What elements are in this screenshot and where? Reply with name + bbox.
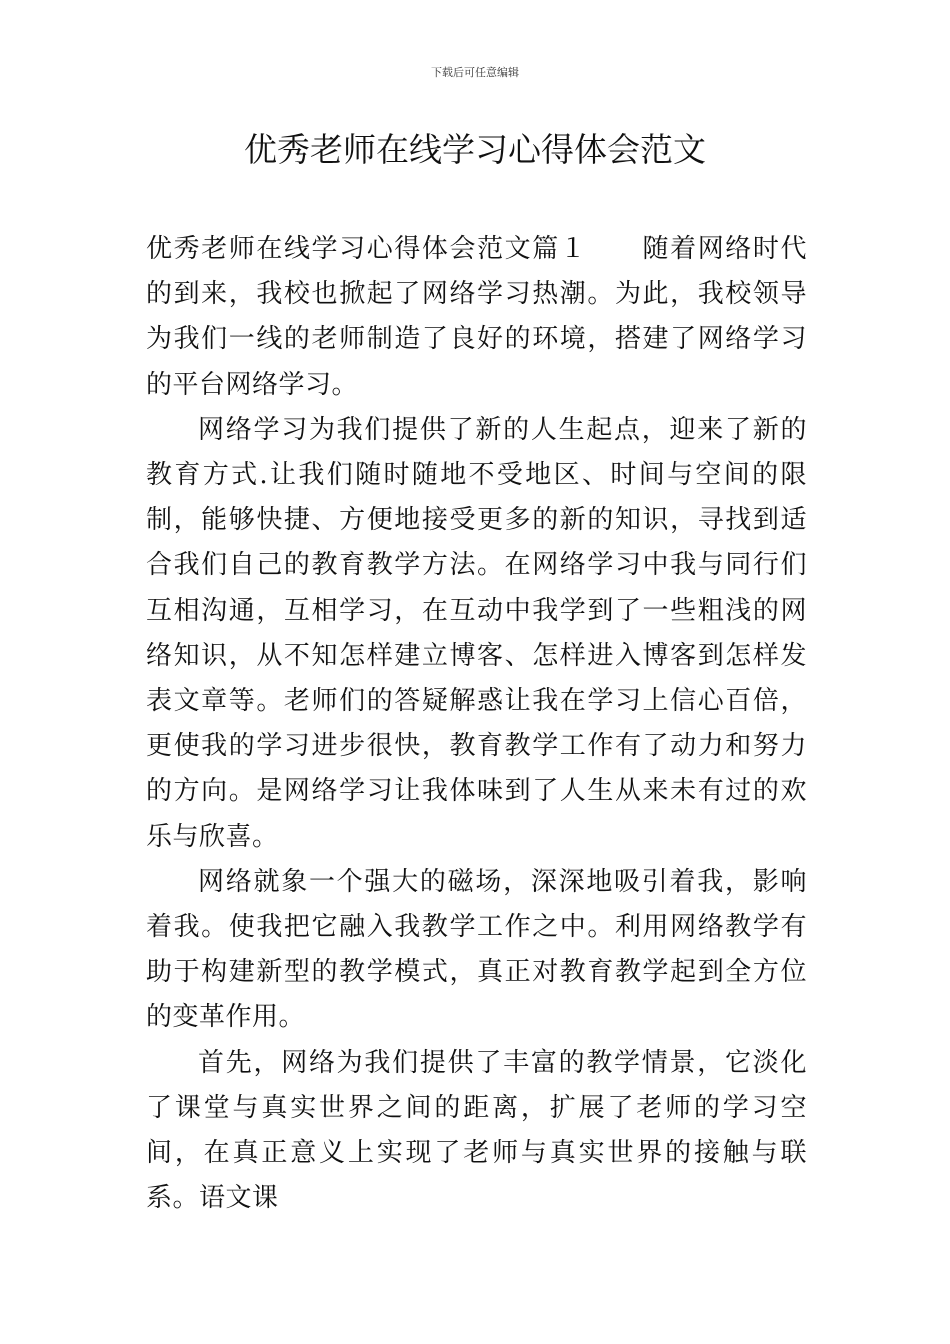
paragraph-1 bbox=[146, 227, 807, 408]
header-note: 下载后可任意编辑 bbox=[431, 66, 519, 79]
document-title: 优秀老师在线学习心得体会范文 bbox=[244, 130, 706, 169]
section-heading: 优秀老师在线学习心得体会范文篇１ bbox=[146, 234, 588, 264]
document-body bbox=[146, 227, 807, 1221]
paragraph-4: 首先，网络为我们提供了丰富的教学情景，它淡化了课堂与真实世界之间的距离，扩展了老师的学习空间，在真正意义上实现了老师与真实世界的接触与联系。语文课 bbox=[146, 1047, 807, 1214]
paragraph-1-text: 随着网络时代的到来，我校也掀起了网络学习热潮。为此，我校领导为我们一线的老师制造了良好的环境，搭建了网络学习的平台网络学习。 bbox=[146, 234, 807, 400]
paragraph-2: 网络学习为我们提供了新的人生起点，迎来了新的教育方式.让我们随时随地不受地区、时间与空间的限制，能够快捷、方便地接受更多的新的知识，寻找到适合我们自己的教育教学方法。在网络学习中我与同行们互相沟通，互相学习，在互动中我学到了一些粗浅的网络知识，从不知怎样建立博客、怎样进入博客到怎样发表文章等。老师们的答疑解惑让我在学习上信心百倍，更使我的学习进步很快，教育教学工作有了动力和努力的方向。是网络学习让我体味到了人生从来未有过的欢乐与欣喜。 bbox=[146, 414, 807, 852]
paragraph-3: 网络就象一个强大的磁场，深深地吸引着我，影响着我。使我把它融入我教学工作之中。利用网络教学有助于构建新型的教学模式，真正对教育教学起到全方位的变革作用。 bbox=[146, 866, 807, 1033]
